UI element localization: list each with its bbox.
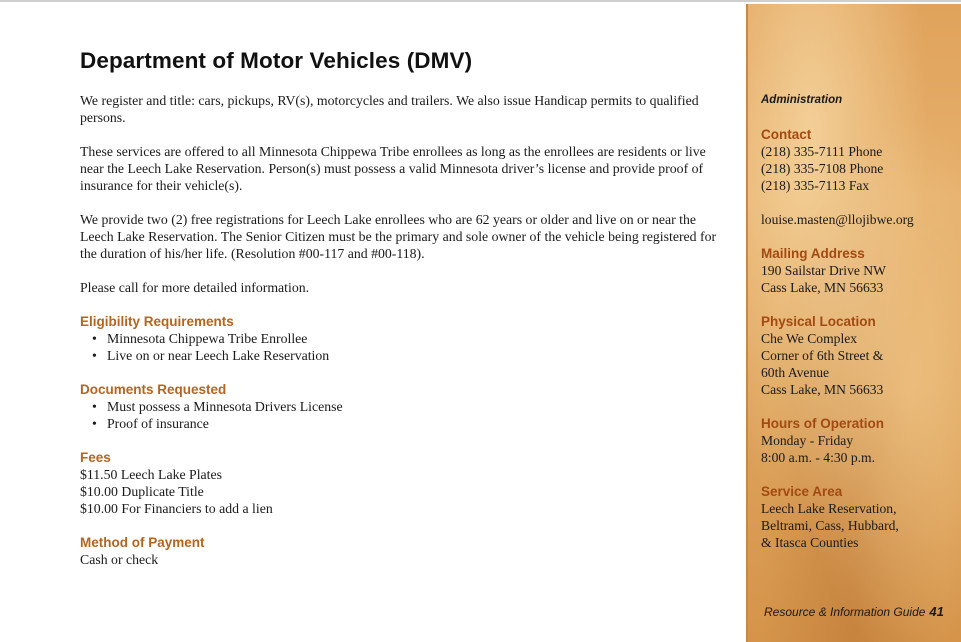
phone-line: (218) 335-7108 Phone (761, 161, 884, 176)
sidebar-content (761, 92, 956, 568)
senior-paragraph: We provide two (2) free registrations for Leech Lake enrollees who are 62 years or older and live on or near the Leech Lake Reservation. The Senior Citizen must be the primary and sole owner of the vehicle being registered for the duration of his/her life. (Resolution #00-117 and #00-118). (80, 212, 717, 261)
hours-lines (761, 432, 956, 466)
fee-line: $11.50 Leech Lake Plates (80, 467, 223, 482)
payment-line: Cash or check (80, 552, 159, 567)
fax-line: (218) 335-7113 Fax (761, 178, 870, 193)
eligibility-list (80, 330, 730, 364)
service-line: Beltrami, Cass, Hubbard, (761, 518, 899, 533)
call-paragraph: Please call for more detailed information. (80, 280, 310, 295)
hours-heading: Hours of Operation (761, 416, 885, 431)
eligibility-heading: Eligibility Requirements (80, 314, 234, 329)
documents-heading: Documents Requested (80, 382, 227, 397)
location-line: Corner of 6th Street & (761, 348, 884, 363)
fee-line: $10.00 For Financiers to add a lien (80, 501, 273, 516)
physical-heading: Physical Location (761, 314, 876, 329)
mailing-heading: Mailing Address (761, 246, 865, 261)
fees-heading: Fees (80, 450, 111, 465)
list-item: • Live on or near Leech Lake Reservation (92, 348, 330, 363)
service-heading: Service Area (761, 484, 843, 499)
guide-title: Resource & Information Guide (764, 605, 926, 619)
list-item: • Must possess a Minnesota Drivers License (92, 399, 343, 414)
list-item: • Proof of insurance (92, 416, 209, 431)
bullet-icon: • (92, 348, 97, 363)
location-line: Che We Complex (761, 331, 858, 346)
info-sidebar (746, 4, 961, 642)
contact-heading: Contact (761, 127, 812, 142)
list-item: • Minnesota Chippewa Tribe Enrollee (92, 331, 308, 346)
hours-line: Monday - Friday (761, 433, 854, 448)
page-title: Department of Motor Vehicles (DMV) (80, 48, 473, 73)
location-line: Cass Lake, MN 56633 (761, 382, 884, 397)
physical-lines (761, 330, 956, 398)
email-address: louise.masten@llojibwe.org (761, 212, 914, 227)
fee-line: $10.00 Duplicate Title (80, 484, 204, 499)
address-line: Cass Lake, MN 56633 (761, 280, 884, 295)
service-line: & Itasca Counties (761, 535, 859, 550)
page-footer (764, 604, 944, 619)
location-line: 60th Avenue (761, 365, 830, 380)
page-top-border (0, 0, 961, 2)
documents-list (80, 398, 730, 432)
sidebar-admin-label: Administration (761, 94, 843, 106)
main-content (80, 48, 730, 585)
contact-lines (761, 143, 956, 194)
service-lines (761, 500, 956, 551)
address-line: 190 Sailstar Drive NW (761, 263, 886, 278)
fees-list (80, 466, 730, 517)
hours-line: 8:00 a.m. - 4:30 p.m. (761, 450, 876, 465)
mailing-lines (761, 262, 956, 296)
bullet-icon: • (92, 399, 97, 414)
bullet-icon: • (92, 416, 97, 431)
eligibility-paragraph: These services are offered to all Minnesota Chippewa Tribe enrollees as long as the enrollees are residents or live near the Leech Lake Reservation. Person(s) must possess a valid Minnesota driver’s license and provide proof of insurance for their vehicle(s). (80, 144, 706, 193)
service-line: Leech Lake Reservation, (761, 501, 897, 516)
intro-paragraph: We register and title: cars, pickups, RV(s), motorcycles and trailers. We also issue Handicap permits to qualified persons. (80, 93, 699, 125)
email-block (761, 211, 956, 228)
payment-heading: Method of Payment (80, 535, 205, 550)
payment-list (80, 551, 730, 568)
phone-line: (218) 335-7111 Phone (761, 144, 883, 159)
page-number: 41 (929, 604, 944, 619)
bullet-icon: • (92, 331, 97, 346)
